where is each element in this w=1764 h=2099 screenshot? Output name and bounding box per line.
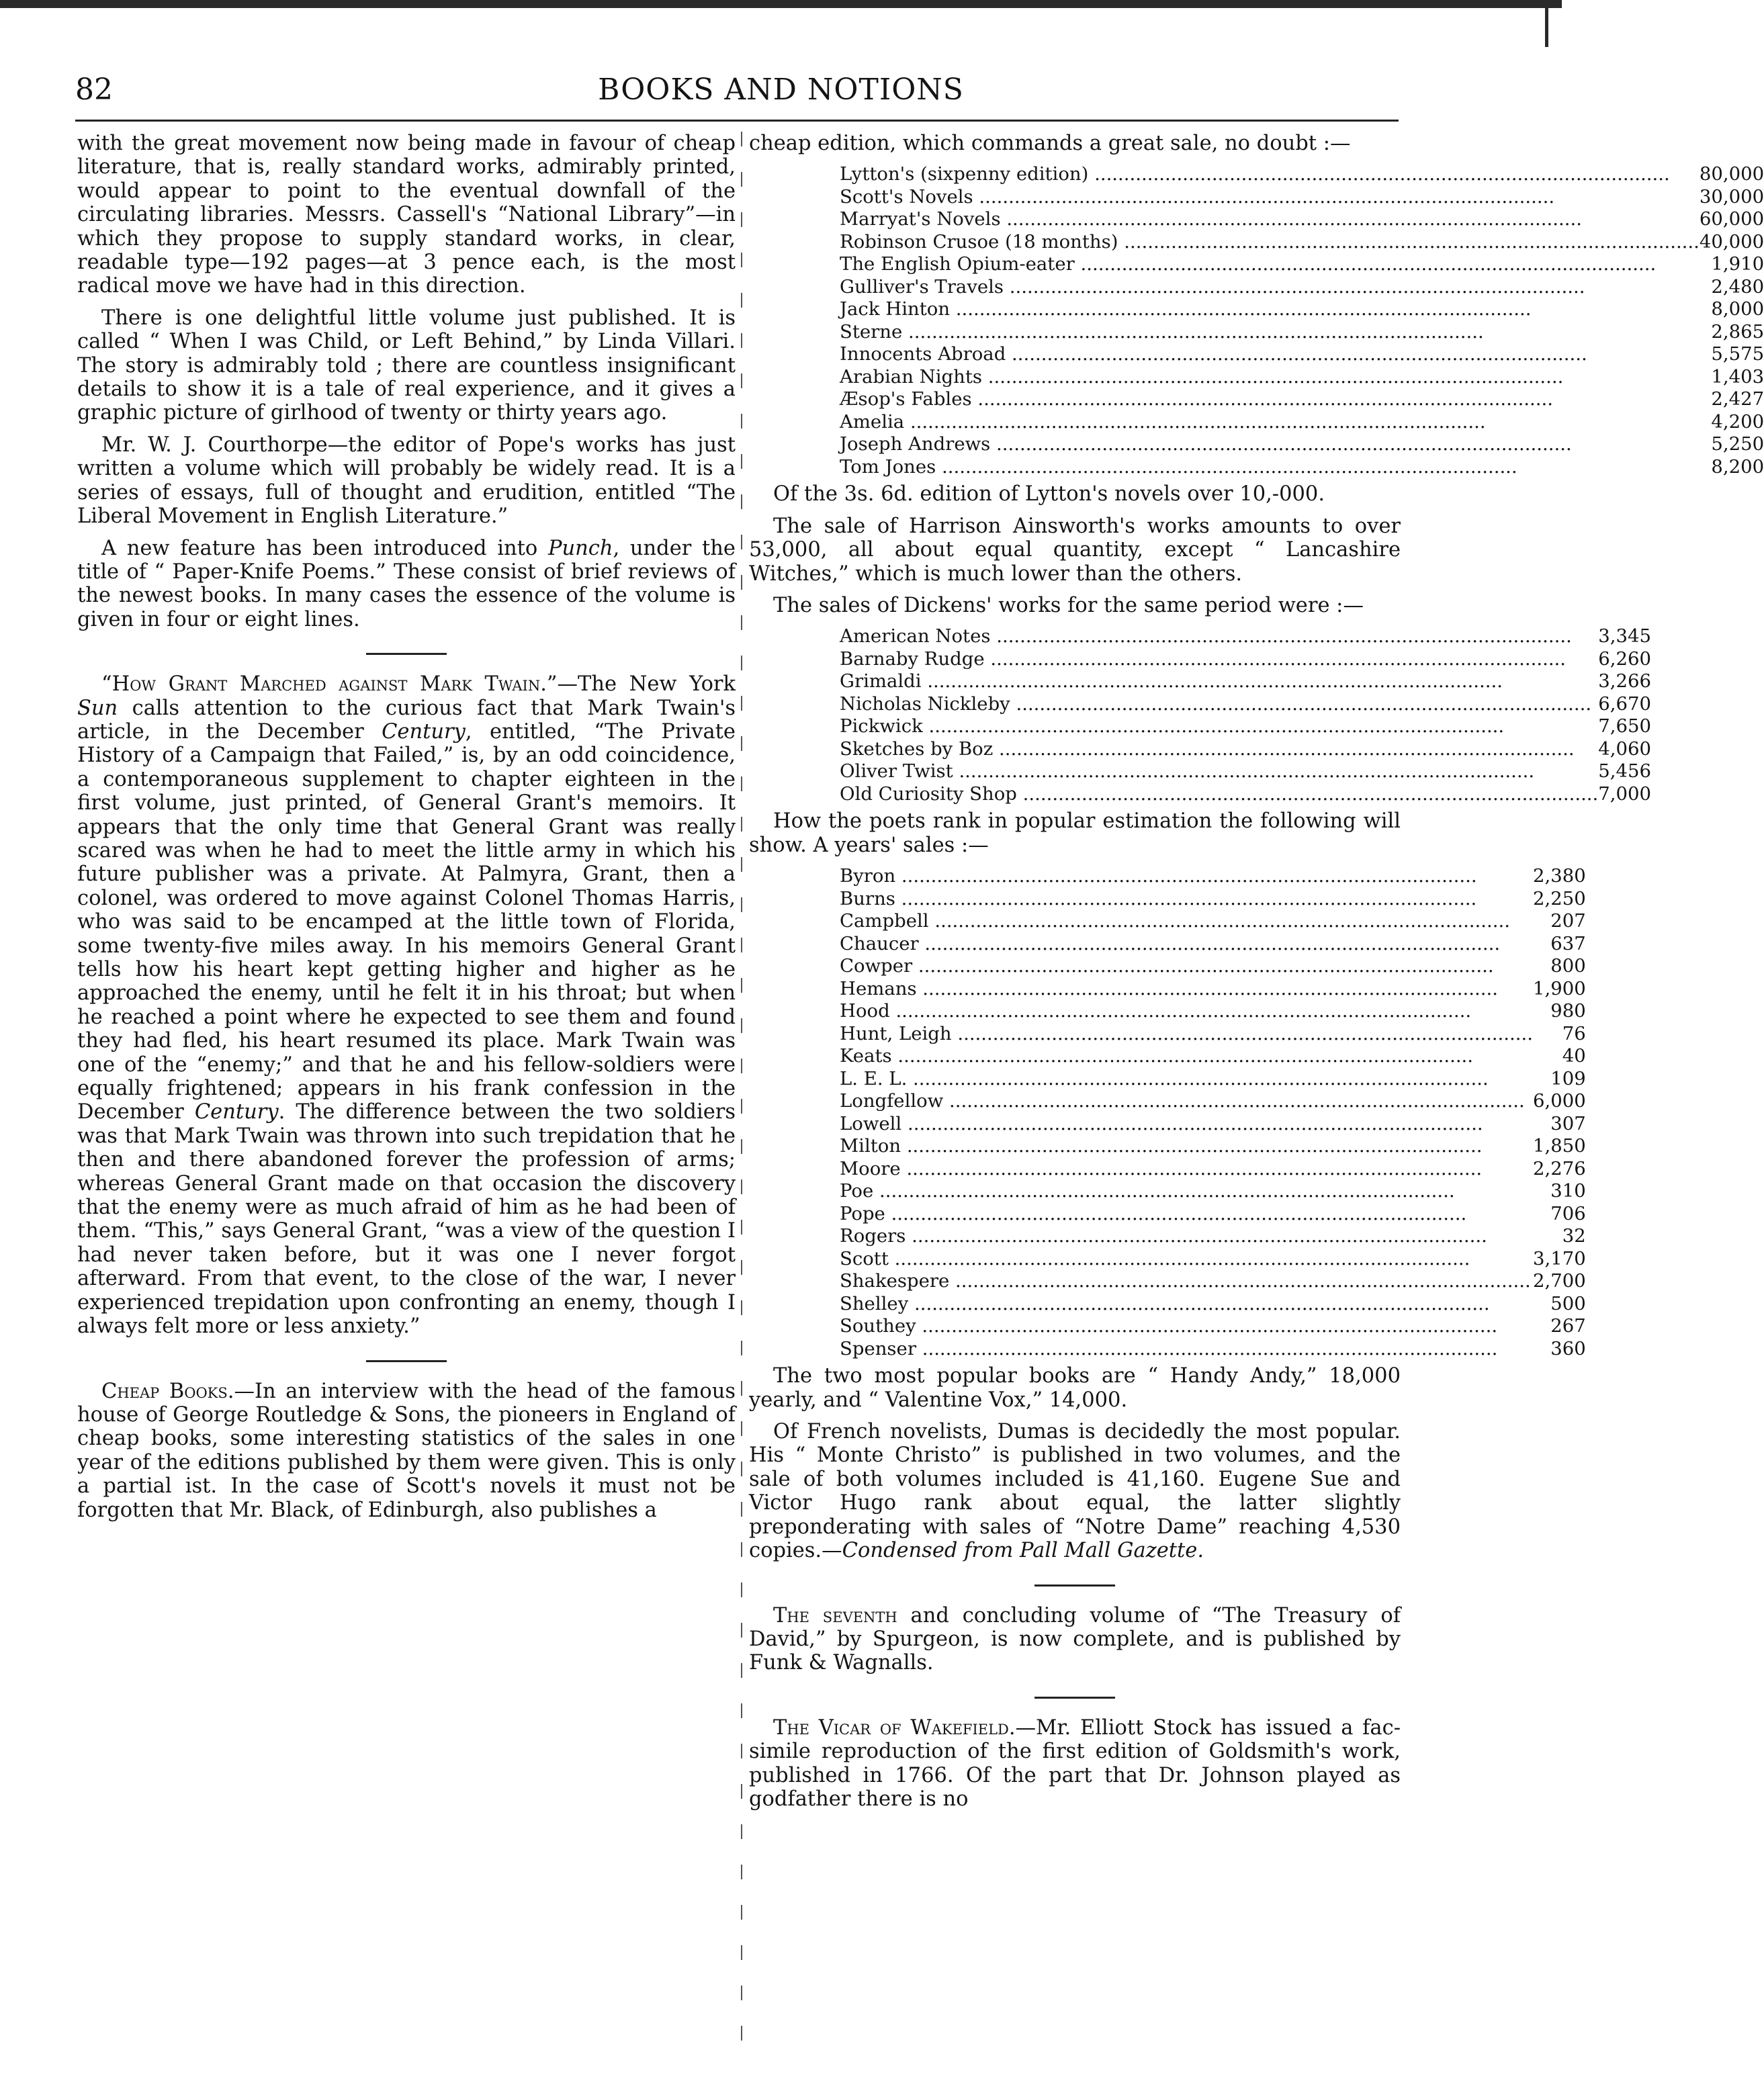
sales-row	[840, 366, 1764, 389]
grant-text-c: , entitled, “The Private History of a Campaign that Failed,” is, by an odd coincidence, a contemporaneous supplement to chapter eighteen in the first volume, just printed, of General Grant's memoirs. It appears that the only time that General Grant was really scared was when he had to meet the little army in which his future publisher was a private. At Palmyra, Grant, then a colonel, was ordered to move against Colonel Thomas Harris, who was said to be encamped at the little town of Florida, some twenty-five miles away. In his memoirs General Grant tells how his heart kept getting higher and higher as he approached the enemy, until he felt it in his throat; but when he reached a point where he expected to see them and found they had fled, his heart resumed its place. Mark Twain was one of the “enemy;” and that he and his fellow-soldiers were equally frightened; appears in his frank confession in the December	[77, 719, 736, 1124]
title-name: Southey .....	[840, 1315, 1533, 1338]
sales-figure: 3,266	[1598, 670, 1652, 693]
left-column	[77, 132, 736, 1530]
column-divider	[741, 132, 742, 2066]
sales-figure: 500	[1550, 1292, 1586, 1314]
sales-row	[840, 1180, 1586, 1203]
vicar-text: —Mr. Elliott Stock has issued a fac-simile reproduction of the first edition of Goldsmith's work, published in 1766. Of the part that Dr. Johnson played as godfather there is no	[749, 1715, 1401, 1811]
top-border-rule	[0, 0, 1562, 8]
sales-figure: 360	[1550, 1337, 1586, 1359]
sales-row	[840, 433, 1764, 456]
sales-row	[840, 933, 1586, 956]
sales-row	[840, 693, 1651, 716]
sales-figure: 310	[1550, 1180, 1586, 1202]
sales-figure: 2,276	[1533, 1157, 1586, 1179]
sales-row	[840, 670, 1651, 693]
cheap-books-heading: Cheap Books.	[101, 1379, 234, 1403]
title-name: Scott's Novels .....	[840, 186, 1700, 209]
title-name: Sterne .....	[840, 321, 1700, 344]
sales-figure: 109	[1550, 1067, 1586, 1089]
section-separator	[1034, 1584, 1115, 1587]
paragraph-dickens: The sales of Dickens' works for the same period were :—	[773, 594, 1364, 618]
sales-figure: 60,000	[1699, 208, 1764, 230]
paragraph-treasury-of-david	[749, 1604, 1401, 1675]
title-name: Old Curiosity Shop .....	[840, 783, 1598, 806]
title-name: Oliver Twist .....	[840, 760, 1598, 783]
sales-row	[840, 910, 1586, 933]
sales-figure: 307	[1550, 1112, 1586, 1134]
title-name: Moore .....	[840, 1158, 1533, 1181]
sales-row	[840, 321, 1764, 344]
sales-figure: 800	[1550, 955, 1586, 977]
paragraph-poets: How the poets rank in popular estimation the following will show. A years' sales :—	[749, 809, 1401, 857]
sales-row	[840, 411, 1764, 434]
sales-row	[840, 1000, 1586, 1023]
title-name: Lytton's (sixpenny edition) .....	[840, 163, 1700, 186]
paragraph-punch	[77, 537, 736, 632]
sales-row	[840, 276, 1764, 299]
sales-figure: 40,000	[1699, 230, 1764, 253]
title-name: Byron .....	[840, 865, 1533, 888]
title-name: Innocents Abroad .....	[840, 343, 1700, 366]
sales-figure: 32	[1562, 1225, 1586, 1247]
title-name: Scott .....	[840, 1248, 1533, 1271]
title-name: L. E. L. .....	[840, 1068, 1533, 1091]
paragraph-courthorpe: Mr. W. J. Courthorpe—the editor of Pope's works has just written a volume which will probably be widely read. It is a series of essays, full of thought and erudition, entitled “The Liberal Movement in English Literature.”	[77, 433, 736, 529]
paragraph-grant-twain	[77, 672, 736, 1338]
sales-row	[840, 978, 1586, 1001]
title-name: Barnaby Rudge .....	[840, 648, 1598, 671]
title-name: Keats .....	[840, 1045, 1533, 1068]
source-credit: Condensed from Pall Mall Gazette.	[842, 1539, 1204, 1563]
sales-figure: 80,000	[1699, 163, 1764, 185]
grant-text-d: . The difference between the two soldiers was that Mark Twain was thrown into such trepidation that he then and there abandoned forever the profession of arms; whereas General Grant made on that occasion the discovery that the enemy were as much afraid of him as he had been of them. “This,” says General Grant, “was a view of the question I had never taken before, but it was one I never forgot afterward. From that event, to the close of the war, I never experienced trepidation upon confronting an enemy, though I always felt more or less anxiety.”	[77, 1100, 736, 1339]
title-name: Grimaldi .....	[840, 670, 1598, 693]
sales-row	[840, 1068, 1586, 1091]
sales-row	[840, 1225, 1586, 1248]
section-separator	[366, 653, 447, 655]
paragraph-popular-books: The two most popular books are “ Handy Andy,” 18,000 yearly, and “ Valentine Vox,” 14,000.	[749, 1364, 1401, 1412]
paragraph-cheap-books	[77, 1380, 736, 1522]
sales-row	[840, 648, 1651, 671]
title-name: Hunt, Leigh .....	[840, 1023, 1533, 1046]
title-name: Pickwick .....	[840, 715, 1598, 738]
sales-figure: 4,200	[1711, 410, 1764, 433]
sales-row	[840, 298, 1764, 321]
sales-row	[840, 1090, 1586, 1113]
grant-text-b: calls attention to the curious fact that Mark Twain's article, in the December	[77, 696, 736, 744]
sales-figure: 637	[1550, 932, 1586, 954]
title-name: The English Opium-eater .....	[840, 253, 1700, 276]
sales-figure: 5,250	[1711, 433, 1764, 455]
page-number: 82	[75, 73, 113, 107]
sales-figure: 1,850	[1533, 1135, 1586, 1157]
sales-row	[840, 1293, 1586, 1316]
sales-row	[840, 738, 1651, 761]
title-name: Milton .....	[840, 1135, 1533, 1158]
paragraph-vicar-of-wakefield	[749, 1716, 1401, 1812]
title-name: Shakespere .....	[840, 1270, 1533, 1293]
running-head-title: BOOKS AND NOTIONS	[598, 73, 964, 107]
dickens-sales-table	[840, 625, 1651, 805]
paragraph-cheap-edition: cheap edition, which commands a great sale, no doubt :—	[749, 132, 1351, 155]
treasury-heading: The seventh	[773, 1603, 897, 1627]
sales-figure: 6,670	[1598, 693, 1652, 715]
sales-figure: 2,480	[1711, 275, 1764, 298]
title-name: Cowper .....	[840, 955, 1533, 978]
sales-figure: 6,000	[1533, 1090, 1586, 1112]
sales-row	[840, 865, 1586, 888]
sales-row	[840, 163, 1764, 186]
title-name: Spenser .....	[840, 1338, 1533, 1361]
sales-figure: 706	[1550, 1202, 1586, 1224]
sales-row	[840, 186, 1764, 209]
treasury-text: and concluding volume of “The Treasury of David,” by Spurgeon, is now complete, and is published by Funk & Wagnalls.	[749, 1603, 1401, 1675]
sales-figure: 7,650	[1598, 715, 1652, 738]
sales-figure: 6,260	[1598, 647, 1652, 670]
sales-figure: 980	[1550, 1000, 1586, 1022]
grant-text-a: —The New York	[557, 672, 736, 697]
sales-figure: 207	[1550, 910, 1586, 932]
title-name: Jack Hinton .....	[840, 298, 1700, 321]
sales-row	[840, 456, 1764, 479]
sales-row	[840, 1023, 1586, 1046]
sales-row	[840, 1248, 1586, 1271]
sales-row	[840, 388, 1764, 411]
sales-row	[840, 1270, 1586, 1293]
sales-figure: 2,865	[1711, 320, 1764, 343]
sales-figure: 2,700	[1533, 1270, 1586, 1292]
sales-row	[840, 1203, 1586, 1226]
title-name: Hood .....	[840, 1000, 1533, 1023]
sales-row	[840, 888, 1586, 911]
sales-row	[840, 343, 1764, 366]
sales-figure: 4,060	[1598, 738, 1652, 760]
right-column	[749, 132, 1764, 1819]
sales-figure: 76	[1562, 1022, 1586, 1044]
sales-row	[840, 715, 1651, 738]
sales-row	[840, 1158, 1586, 1181]
sales-figure: 3,170	[1533, 1247, 1586, 1269]
sales-figure: 8,000	[1711, 298, 1764, 320]
sales-row	[840, 1315, 1586, 1338]
section-separator	[1034, 1697, 1115, 1699]
sales-figure: 1,403	[1711, 365, 1764, 388]
newspaper-name: Sun	[77, 696, 118, 720]
sales-figure: 8,200	[1711, 455, 1764, 478]
sales-row	[840, 1135, 1586, 1158]
sales-figure: 30,000	[1699, 185, 1764, 208]
routledge-sales-table	[840, 163, 1764, 478]
title-name: Joseph Andrews .....	[840, 433, 1700, 456]
magazine-name: Century	[194, 1100, 279, 1124]
punch-text-b: , under the title of “ Paper-Knife Poems.” These consist of brief reviews of the newest books. In many cases the essence of the volume is given in four or eight lines.	[77, 536, 736, 631]
right-edge-mark	[1545, 0, 1548, 47]
punch-text-a: A new feature has been introduced into	[101, 536, 548, 560]
sales-row	[840, 208, 1764, 231]
title-name: Hemans .....	[840, 978, 1533, 1001]
title-name: American Notes .....	[840, 625, 1598, 648]
sales-row	[840, 955, 1586, 978]
title-name: Longfellow .....	[840, 1090, 1533, 1113]
title-name: Marryat's Novels .....	[840, 208, 1700, 231]
cheap-books-text: —In an interview with the head of the famous house of George Routledge & Sons, the pioneers in England of cheap books, some interesting statistics of the sales in one year of the editions published by them were given. This is only a partial ist. In the case of Scott's novels it must not be forgotten that Mr. Black, of Edinburgh, also publishes a	[77, 1379, 736, 1522]
sales-figure: 7,000	[1598, 783, 1652, 805]
sales-figure: 5,575	[1711, 343, 1764, 365]
sales-row	[840, 625, 1651, 648]
vicar-heading: The Vicar of Wakefield.	[773, 1715, 1016, 1740]
title-name: Burns .....	[840, 888, 1533, 911]
sales-row	[840, 783, 1651, 806]
sales-row	[840, 1045, 1586, 1068]
title-name: Rogers .....	[840, 1225, 1533, 1248]
sales-figure: 3,345	[1598, 625, 1652, 647]
title-name: Sketches by Boz .....	[840, 738, 1598, 761]
paragraph-ainsworth: The sale of Harrison Ainsworth's works amounts to over 53,000, all about equal quantity, except “ Lancashire Witches,” which is much lower than the others.	[749, 514, 1401, 586]
paragraph-french-novelists	[749, 1420, 1401, 1562]
sales-row	[840, 1338, 1586, 1361]
title-name: Lowell .....	[840, 1113, 1533, 1136]
title-name: Poe .....	[840, 1180, 1533, 1203]
title-name: Amelia .....	[840, 411, 1700, 434]
sales-figure: 2,380	[1533, 865, 1586, 887]
sales-figure: 2,250	[1533, 887, 1586, 909]
sales-figure: 1,910	[1711, 253, 1764, 275]
sales-figure: 1,900	[1533, 977, 1586, 999]
sales-row	[840, 1113, 1586, 1136]
magazine-name: Century	[382, 719, 466, 744]
paragraph-cheap-literature: with the great movement now being made in favour of cheap literature, that is, really standard works, admirably printed, would appear to point to the eventual downfall of the circulating libraries. Messrs. Cassell's “National Library”—in which they propose to supply standard works, in clear, readable type—192 pages—at 3 pence each, is the most radical move we have had in this direction.	[77, 132, 736, 298]
sales-figure: 267	[1550, 1315, 1586, 1337]
title-name: Tom Jones .....	[840, 456, 1700, 479]
sales-figure: 2,427	[1711, 388, 1764, 410]
title-name: Chaucer .....	[840, 933, 1533, 956]
paragraph-villari: There is one delightful little volume just published. It is called “ When I was Child, or Left Behind,” by Linda Villari. The story is admirably told ; there are countless insignificant details to show it is a tale of real experience, and it gives a graphic picture of girlhood of twenty or thirty years ago.	[77, 306, 736, 425]
title-name: Arabian Nights .....	[840, 366, 1700, 389]
paragraph-lytton: Of the 3s. 6d. edition of Lytton's novels over 10,-000.	[773, 482, 1325, 506]
sales-row	[840, 760, 1651, 783]
grant-twain-heading: “How Grant Marched against Mark Twain.”	[101, 672, 558, 697]
section-separator	[366, 1360, 447, 1362]
title-name: Pope .....	[840, 1203, 1533, 1226]
title-name: Gulliver's Travels .....	[840, 276, 1700, 299]
poets-sales-table	[840, 865, 1586, 1360]
title-name: Campbell .....	[840, 910, 1533, 933]
header-rule	[75, 120, 1399, 122]
sales-figure: 5,456	[1598, 760, 1652, 783]
punch-title: Punch	[547, 536, 613, 560]
sales-row	[840, 231, 1764, 254]
french-novelists-text: Of French novelists, Dumas is decidedly the most popular. His “ Monte Christo” is published in two volumes, and the sale of both volumes included is 41,160. Eugene Sue and Victor Hugo rank about equal, the latter slightly preponderating with sales of “Notre Dame” reaching 4,530 copies.—	[749, 1420, 1401, 1563]
title-name: Æsop's Fables .....	[840, 388, 1700, 411]
title-name: Robinson Crusoe (18 months) .....	[840, 231, 1700, 254]
sales-figure: 40	[1562, 1045, 1586, 1067]
sales-row	[840, 253, 1764, 276]
title-name: Shelley .....	[840, 1293, 1533, 1316]
title-name: Nicholas Nickleby .....	[840, 693, 1598, 716]
